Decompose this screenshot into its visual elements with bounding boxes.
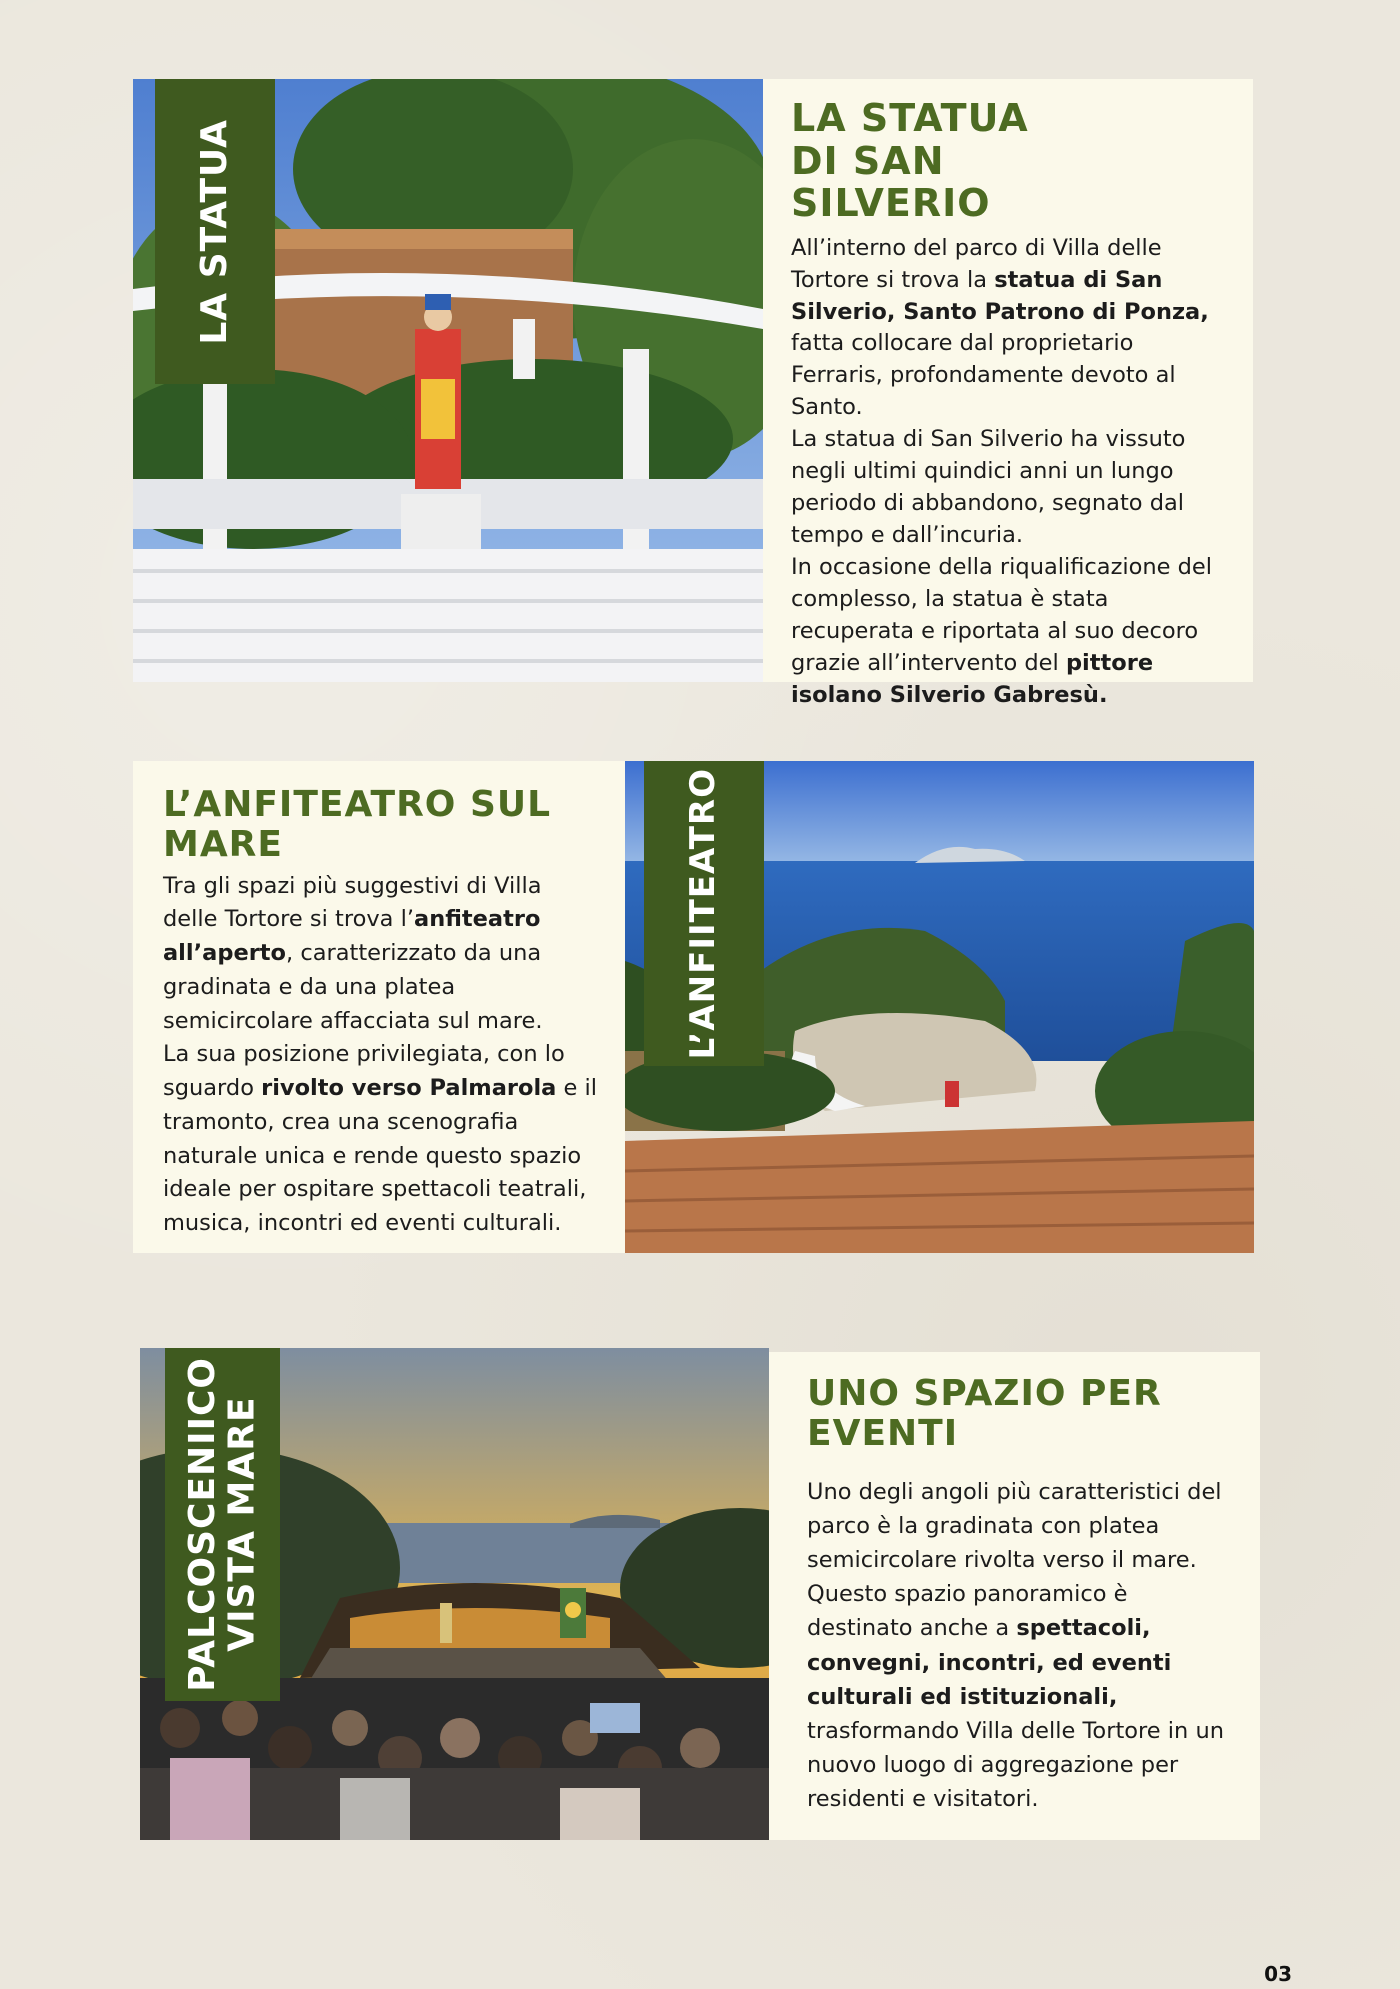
section-title: L’ANFITEATRO SUL MARE	[163, 784, 552, 866]
text: La sua posizione privilegiata, con lo sguardo	[163, 1041, 565, 1102]
statue-text-box	[763, 79, 1253, 708]
text: Uno degli angoli più caratteristici del parco è la gradinata con platea semicircolare rivolta verso il mare. Questo spazio panoramico è destinato anche a	[807, 1478, 1222, 1642]
label-line-2: VISTA MARE	[221, 1396, 263, 1653]
bold-text: spettacoli, convegni, incontri, ed eventi culturali ed istituzionali,	[807, 1615, 1172, 1710]
paragraph	[807, 1475, 1238, 1817]
bold-text: statua di San Silverio, Santo Patrono di Ponza,	[791, 266, 1209, 325]
events-text-box	[769, 1352, 1260, 1840]
section-body	[163, 870, 603, 1241]
text: La statua di San Silverio ha vissuto negli ultimi quindici anni un lungo periodo di abbandono, segnato dal tempo e dall’incuria.	[791, 426, 1186, 549]
paragraph	[791, 233, 1227, 425]
label-line-1: PALCOSCENIICO	[181, 1357, 223, 1692]
section-body	[791, 233, 1227, 712]
section-label-text	[183, 1357, 262, 1692]
section-title: UNO SPAZIO PER EVENTI	[807, 1373, 1162, 1455]
text: , caratterizzato da una gradinata e da una platea semicircolare affacciata sul mare.	[163, 940, 543, 1034]
bold-text: anfiteatro all’aperto	[163, 906, 541, 967]
text: In occasione della riqualificazione del complesso, la statua è stata recuperata e riportata al suo decoro grazie all’intervento del	[791, 554, 1213, 676]
section-label-anfiteatro	[644, 761, 764, 1066]
paragraph	[791, 552, 1227, 712]
bold-text: pittore isolano Silverio Gabresù.	[791, 649, 1154, 708]
text: Tra gli spazi più suggestivi di Villa delle Tortore si trova l’	[163, 872, 542, 933]
paragraph	[791, 424, 1227, 552]
section-label-palcoscenico	[165, 1348, 280, 1701]
text: trasformando Villa delle Tortore in un nuovo luogo di aggregazione per residenti e visitatori.	[807, 1717, 1224, 1813]
section-label-text: LA STATUA	[194, 118, 236, 345]
amphitheater-text-box	[133, 761, 625, 1253]
text: e il tramonto, crea una scenografia naturale unica e rende questo spazio ideale per ospitare spettacoli teatrali, musica, incontri ed eventi culturali.	[163, 1075, 598, 1237]
paragraph	[163, 1038, 603, 1241]
page-number: 03	[1264, 1962, 1292, 1986]
text: All’interno del parco di Villa delle Tortore si trova la	[791, 234, 1162, 293]
section-label-statua	[155, 79, 275, 384]
bold-text: rivolto verso Palmarola	[261, 1075, 557, 1102]
paragraph	[163, 870, 603, 1039]
section-title: LA STATUA DI SAN SILVERIO	[791, 96, 1029, 226]
text: fatta collocare dal proprietario Ferraris, profondamente devoto al Santo.	[791, 330, 1176, 421]
section-body	[807, 1475, 1238, 1817]
section-label-text: L’ANFIITEATRO	[683, 767, 724, 1060]
